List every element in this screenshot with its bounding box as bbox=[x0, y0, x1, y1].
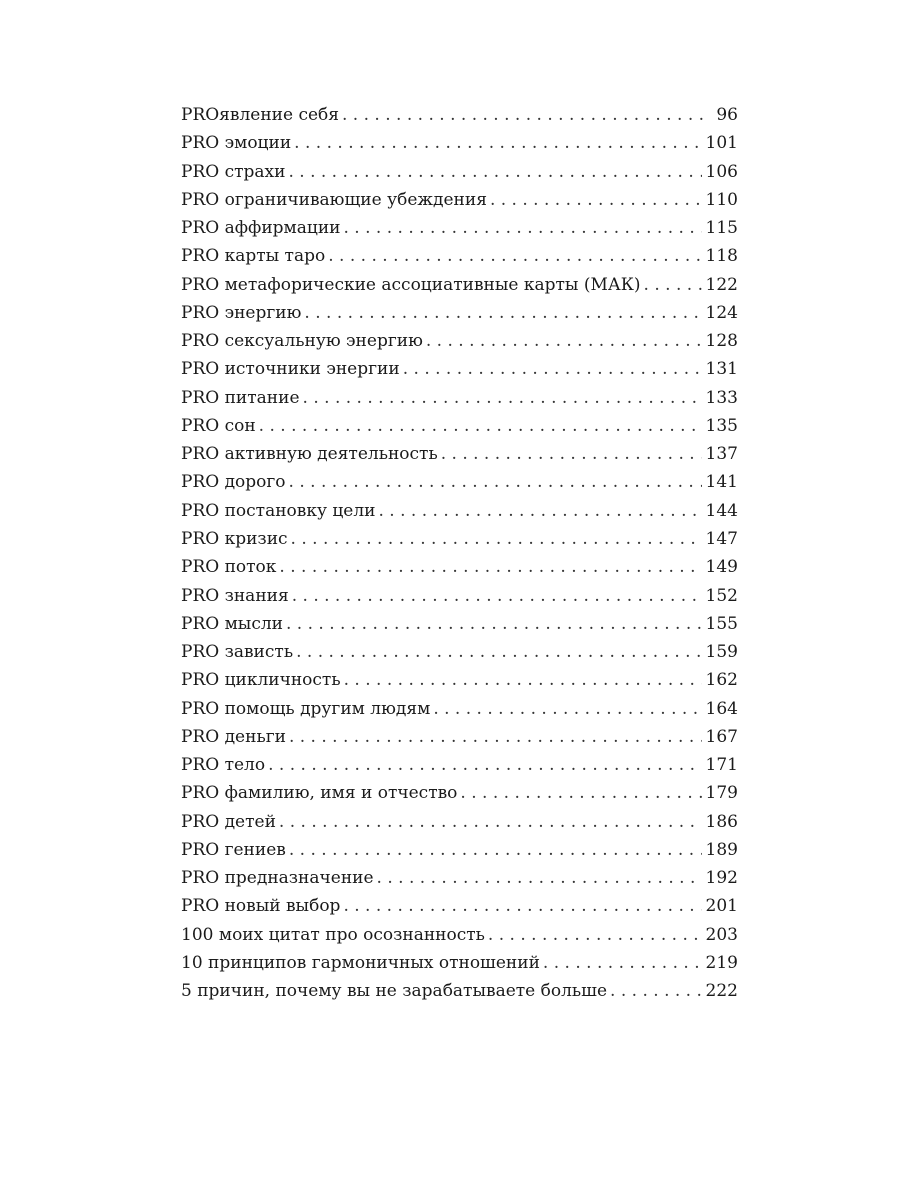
toc-dot-leader bbox=[426, 327, 702, 355]
toc-entry bbox=[181, 892, 738, 920]
toc-entry-title: 10 принципов гармоничных отношений bbox=[181, 952, 540, 973]
toc-dot-leader bbox=[279, 553, 701, 581]
toc-entry-title: PRO детей bbox=[181, 811, 276, 832]
table-of-contents bbox=[181, 101, 738, 1006]
toc-dot-leader bbox=[490, 186, 702, 214]
toc-entry-title: PRO ограничивающие убеждения bbox=[181, 189, 487, 210]
toc-dot-leader bbox=[379, 497, 702, 525]
toc-entry bbox=[181, 808, 738, 836]
toc-entry bbox=[181, 271, 738, 299]
toc-entry bbox=[181, 497, 738, 525]
toc-entry-title: 5 причин, почему вы не зарабатываете больше bbox=[181, 981, 608, 1002]
toc-entry-page-number: 101 bbox=[705, 133, 738, 154]
toc-entry bbox=[181, 638, 738, 666]
toc-dot-leader bbox=[289, 836, 702, 864]
toc-dot-leader bbox=[610, 977, 702, 1005]
toc-dot-leader bbox=[291, 525, 702, 553]
toc-entry-page-number: 141 bbox=[705, 472, 738, 493]
toc-dot-leader bbox=[259, 412, 702, 440]
toc-entry bbox=[181, 355, 738, 383]
toc-entry-title: PRO аффирмации bbox=[181, 218, 341, 239]
toc-entry-title: PRO питание bbox=[181, 387, 300, 408]
toc-entry-page-number: 118 bbox=[705, 246, 738, 267]
toc-entry-page-number: 162 bbox=[705, 670, 738, 691]
toc-entry-title: PRO источники энергии bbox=[181, 359, 400, 380]
toc-dot-leader bbox=[268, 751, 701, 779]
toc-dot-leader bbox=[289, 468, 702, 496]
toc-dot-leader bbox=[433, 695, 701, 723]
toc-entry-title: PRO тело bbox=[181, 755, 266, 776]
toc-entry-title: PRO поток bbox=[181, 557, 277, 578]
toc-entry bbox=[181, 299, 738, 327]
toc-entry-title: PRO фамилию, имя и отчество bbox=[181, 783, 458, 804]
toc-entry-page-number: 152 bbox=[705, 585, 738, 606]
toc-entry bbox=[181, 384, 738, 412]
toc-entry bbox=[181, 186, 738, 214]
toc-dot-leader bbox=[279, 808, 702, 836]
toc-entry bbox=[181, 129, 738, 157]
toc-entry-page-number: 189 bbox=[705, 839, 738, 860]
toc-entry bbox=[181, 977, 738, 1005]
toc-dot-leader bbox=[328, 242, 701, 270]
toc-entry-page-number: 192 bbox=[705, 868, 738, 889]
toc-entry-page-number: 124 bbox=[705, 302, 738, 323]
toc-entry-page-number: 201 bbox=[705, 896, 738, 917]
toc-entry-page-number: 149 bbox=[705, 557, 738, 578]
toc-entry bbox=[181, 214, 738, 242]
toc-entry-title: PRO энергию bbox=[181, 302, 302, 323]
toc-entry-title: PRO предназначение bbox=[181, 868, 374, 889]
toc-entry-title: PRO новый выбор bbox=[181, 896, 341, 917]
toc-entry-page-number: 164 bbox=[705, 698, 738, 719]
toc-entry bbox=[181, 695, 738, 723]
toc-entry bbox=[181, 412, 738, 440]
toc-entry bbox=[181, 751, 738, 779]
toc-entry-page-number: 159 bbox=[705, 642, 738, 663]
toc-entry-page-number: 179 bbox=[705, 783, 738, 804]
toc-entry-page-number: 144 bbox=[705, 500, 738, 521]
toc-dot-leader bbox=[344, 214, 702, 242]
toc-entry bbox=[181, 949, 738, 977]
toc-entry bbox=[181, 242, 738, 270]
toc-dot-leader bbox=[288, 158, 701, 186]
toc-entry-title: PRO сексуальную энергию bbox=[181, 331, 423, 352]
toc-dot-leader bbox=[460, 779, 701, 807]
toc-entry-title: PRO страхи bbox=[181, 161, 286, 182]
toc-entry-page-number: 167 bbox=[705, 726, 738, 747]
toc-entry-title: PRO гениев bbox=[181, 839, 286, 860]
toc-entry-title: PRO сон bbox=[181, 415, 256, 436]
toc-entry-title: PRO мысли bbox=[181, 613, 283, 634]
toc-entry-title: PRO дорого bbox=[181, 472, 286, 493]
toc-dot-leader bbox=[342, 101, 704, 129]
toc-entry-title: PRO кризис bbox=[181, 528, 288, 549]
toc-dot-leader bbox=[488, 921, 702, 949]
toc-entry-title: PROявление себя bbox=[181, 105, 339, 125]
toc-entry bbox=[181, 779, 738, 807]
toc-entry bbox=[181, 723, 738, 751]
toc-entry-page-number: 137 bbox=[705, 444, 738, 465]
toc-entry-title: PRO активную деятельность bbox=[181, 444, 438, 465]
toc-entry-title: PRO карты таро bbox=[181, 246, 326, 267]
toc-entry-title: PRO эмоции bbox=[181, 133, 292, 154]
toc-entry bbox=[181, 836, 738, 864]
toc-entry-page-number: 147 bbox=[705, 528, 738, 549]
toc-dot-leader bbox=[303, 384, 702, 412]
toc-entry bbox=[181, 864, 738, 892]
toc-dot-leader bbox=[441, 440, 702, 468]
toc-entry-title: PRO постановку цели bbox=[181, 500, 376, 521]
toc-entry-title: PRO знания bbox=[181, 585, 289, 606]
toc-dot-leader bbox=[289, 723, 702, 751]
toc-dot-leader bbox=[343, 892, 701, 920]
toc-entry bbox=[181, 553, 738, 581]
toc-dot-leader bbox=[344, 666, 702, 694]
toc-entry-title: PRO зависть bbox=[181, 642, 294, 663]
toc-entry-page-number: 219 bbox=[705, 952, 738, 973]
toc-entry-page-number: 186 bbox=[705, 811, 738, 832]
toc-entry-page-number: 110 bbox=[705, 189, 738, 210]
toc-dot-leader bbox=[296, 638, 701, 666]
toc-dot-leader bbox=[304, 299, 701, 327]
toc-dot-leader bbox=[292, 582, 702, 610]
toc-dot-leader bbox=[644, 271, 702, 299]
toc-entry bbox=[181, 666, 738, 694]
toc-entry-title: PRO деньги bbox=[181, 726, 286, 747]
toc-entry-page-number: 122 bbox=[705, 274, 738, 295]
toc-entry-title: PRO помощь другим людям bbox=[181, 698, 431, 719]
toc-entry bbox=[181, 610, 738, 638]
toc-entry-page-number: 155 bbox=[705, 613, 738, 634]
toc-dot-leader bbox=[294, 129, 701, 157]
toc-dot-leader bbox=[377, 864, 702, 892]
toc-entry-page-number: 131 bbox=[705, 359, 738, 380]
toc-entry-page-number: 115 bbox=[705, 218, 738, 239]
toc-entry-page-number: 106 bbox=[705, 161, 738, 182]
toc-entry-page-number: 135 bbox=[705, 415, 738, 436]
toc-entry bbox=[181, 440, 738, 468]
toc-entry bbox=[181, 101, 738, 129]
toc-entry-page-number: 96 bbox=[716, 105, 738, 125]
toc-entry bbox=[181, 525, 738, 553]
toc-entry bbox=[181, 158, 738, 186]
toc-dot-leader bbox=[286, 610, 702, 638]
toc-entry-page-number: 171 bbox=[705, 755, 738, 776]
toc-entry bbox=[181, 582, 738, 610]
toc-dot-leader bbox=[543, 949, 702, 977]
toc-entry bbox=[181, 468, 738, 496]
toc-entry-page-number: 203 bbox=[705, 924, 738, 945]
toc-entry-title: PRO метафорические ассоциативные карты (МАК) bbox=[181, 274, 641, 295]
toc-entry-page-number: 133 bbox=[705, 387, 738, 408]
toc-dot-leader bbox=[403, 355, 702, 383]
toc-entry-title: PRO цикличность bbox=[181, 670, 341, 691]
toc-entry-page-number: 222 bbox=[705, 981, 738, 1002]
toc-entry-page-number: 128 bbox=[705, 331, 738, 352]
toc-entry-title: 100 моих цитат про осознанность bbox=[181, 924, 485, 945]
toc-entry bbox=[181, 327, 738, 355]
toc-entry bbox=[181, 921, 738, 949]
